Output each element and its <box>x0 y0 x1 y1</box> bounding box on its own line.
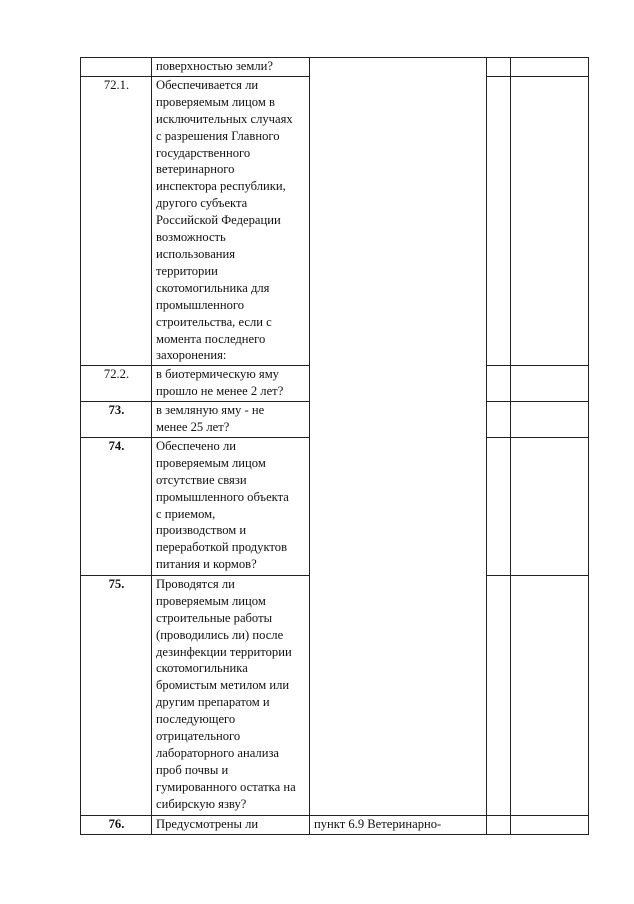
table-row <box>81 58 589 77</box>
empty-cell <box>487 58 511 77</box>
empty-cell <box>511 575 589 815</box>
row-question: Обеспечивается ли проверяемым лицом в исключительных случаях с разрешения Главного государственного ветеринарного инспектора республики, другого субъекта Российской Федерации возможность использования территории скотомогильника для промышленного строительства, если с момента последнего захоронения: <box>152 76 310 365</box>
empty-cell <box>511 76 589 365</box>
row-number: 72.1. <box>81 76 152 365</box>
empty-cell <box>511 815 589 834</box>
empty-cell <box>511 58 589 77</box>
table-row <box>81 815 589 834</box>
empty-cell <box>487 402 511 438</box>
row-question: в биотермическую яму прошло не менее 2 лет? <box>152 366 310 402</box>
empty-cell <box>487 366 511 402</box>
checklist-table <box>80 57 589 835</box>
empty-cell <box>487 437 511 575</box>
empty-cell <box>487 76 511 365</box>
row-number: 74. <box>81 437 152 575</box>
row-question: Обеспечено ли проверяемым лицом отсутствие связи промышленного объекта с приемом, производством и переработкой продуктов питания и кормов? <box>152 437 310 575</box>
row-number: 75. <box>81 575 152 815</box>
empty-cell <box>511 437 589 575</box>
empty-cell <box>487 815 511 834</box>
row-number <box>81 58 152 77</box>
row-number: 76. <box>81 815 152 834</box>
row-question: Проводятся ли проверяемым лицом строительные работы (проводились ли) после дезинфекции территории скотомогильника бромистым метилом или другим препаратом и последующего отрицательного лабораторного анализа проб почвы и гумированного остатка на сибирскую язву? <box>152 575 310 815</box>
row-number: 72.2. <box>81 366 152 402</box>
row-question: Предусмотрены ли <box>152 815 310 834</box>
empty-cell <box>511 402 589 438</box>
row-reference: пункт 6.9 Ветеринарно- <box>310 815 487 834</box>
row-reference <box>310 58 487 816</box>
row-question: поверхностью земли? <box>152 58 310 77</box>
empty-cell <box>511 366 589 402</box>
empty-cell <box>487 575 511 815</box>
row-question: в земляную яму - не менее 25 лет? <box>152 402 310 438</box>
row-number: 73. <box>81 402 152 438</box>
